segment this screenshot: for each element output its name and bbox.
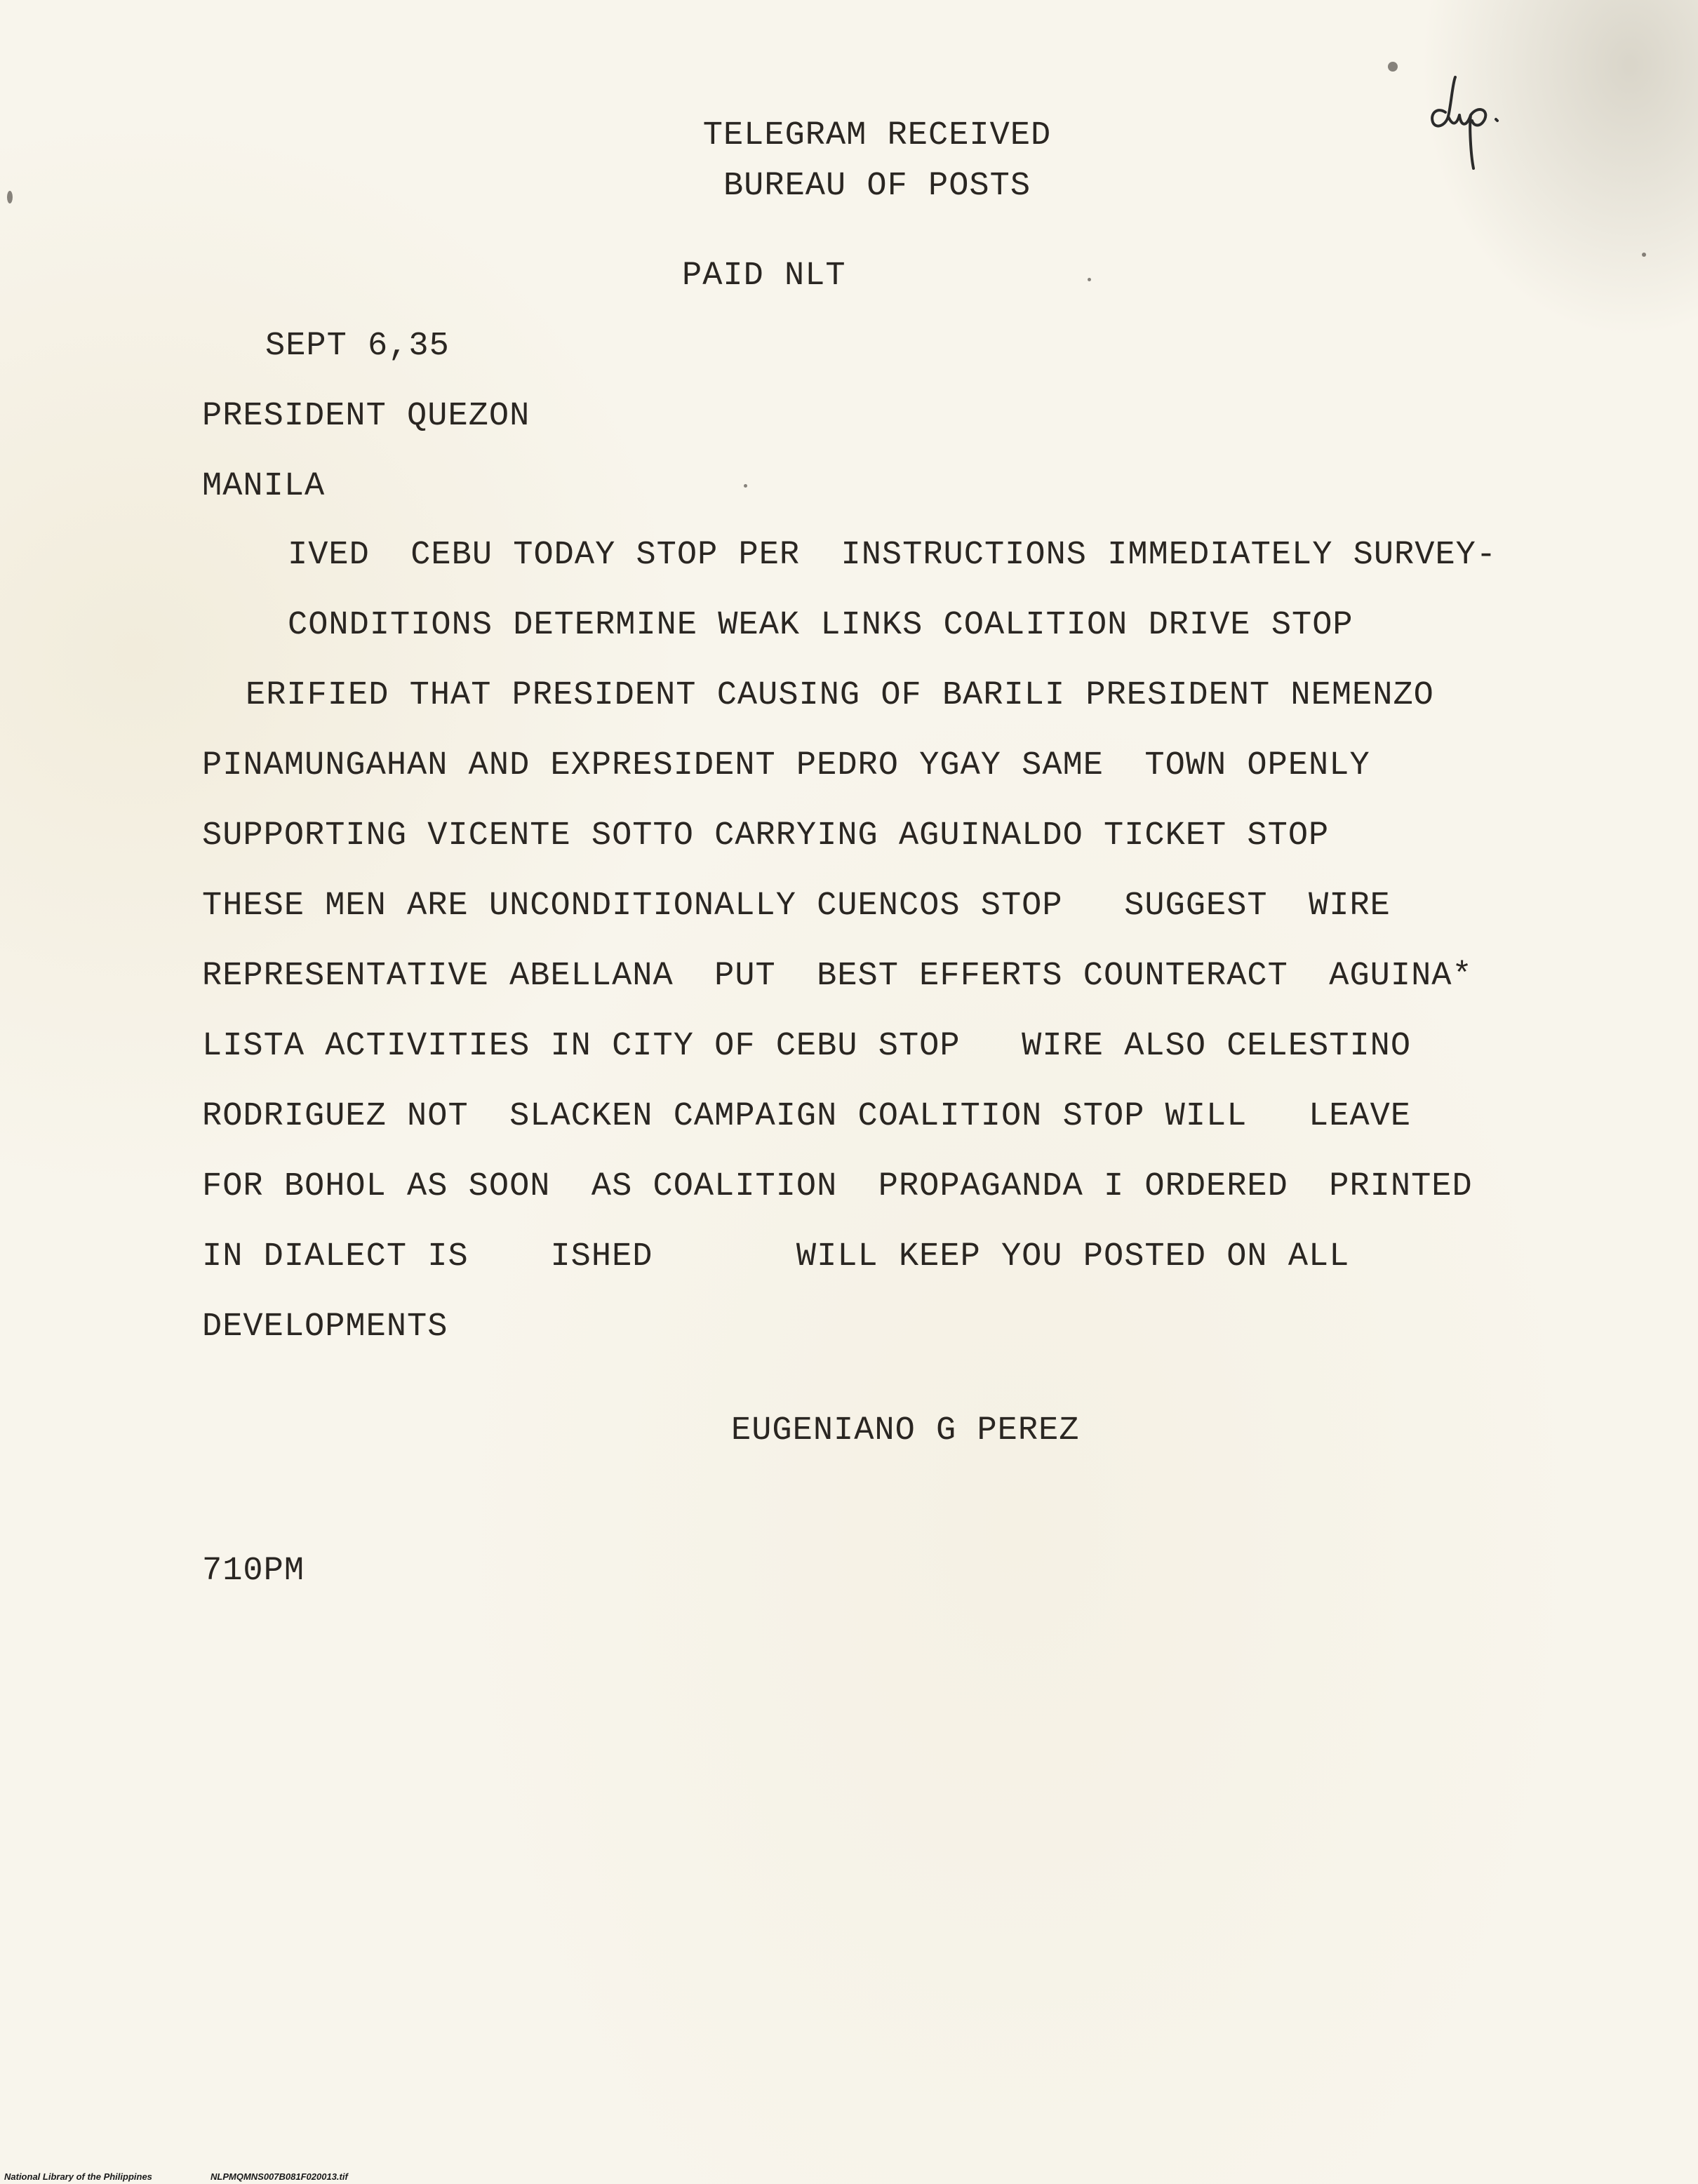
- paper-speck: [1388, 62, 1398, 72]
- body-line: PINAMUNGAHAN AND EXPRESIDENT PEDRO YGAY SAME TOWN OPENLY: [202, 747, 1370, 784]
- paper-speck: [744, 484, 747, 488]
- paper-speck: [1642, 253, 1646, 257]
- file-id: NLPMQMNS007B081F020013.tif: [210, 2171, 348, 2182]
- body-line: REPRESENTATIVE ABELLANA PUT BEST EFFERTS COUNTERACT AGUINA*: [202, 958, 1473, 995]
- time-received: 710PM: [202, 1553, 305, 1590]
- signature: EUGENIANO G PEREZ: [731, 1412, 1080, 1449]
- body-line: THESE MEN ARE UNCONDITIONALLY CUENCOS STOP SUGGEST WIRE: [202, 887, 1391, 925]
- header-paid: PAID NLT: [682, 257, 846, 295]
- header-bureau: BUREAU OF POSTS: [723, 168, 1031, 205]
- body-line: SUPPORTING VICENTE SOTTO CARRYING AGUINALDO TICKET STOP: [202, 817, 1330, 855]
- body-line: LISTA ACTIVITIES IN CITY OF CEBU STOP WIRE ALSO CELESTINO: [202, 1028, 1412, 1065]
- body-line: CONDITIONS DETERMINE WEAK LINKS COALITION DRIVE STOP: [288, 607, 1353, 644]
- body-line: RODRIGUEZ NOT SLACKEN CAMPAIGN COALITION STOP WILL LEAVE: [202, 1098, 1412, 1135]
- date-line: SEPT 6,35: [265, 328, 450, 365]
- body-line: ERIFIED THAT PRESIDENT CAUSING OF BARILI PRESIDENT NEMENZO: [246, 677, 1434, 714]
- handwritten-note: [1424, 70, 1530, 175]
- library-credit: National Library of the Philippines: [4, 2171, 152, 2182]
- body-line: IVED CEBU TODAY STOP PER INSTRUCTIONS IMMEDIATELY SURVEY-: [288, 537, 1497, 574]
- addressee-city: MANILA: [202, 468, 326, 505]
- paper-speck: [1088, 278, 1091, 281]
- body-line: FOR BOHOL AS SOON AS COALITION PROPAGANDA I ORDERED PRINTED: [202, 1168, 1473, 1205]
- paper-speck: [7, 191, 13, 203]
- header-title: TELEGRAM RECEIVED: [702, 117, 1052, 154]
- body-line: IN DIALECT IS ISHED WILL KEEP YOU POSTED ON ALL: [202, 1238, 1350, 1275]
- addressee-name: PRESIDENT QUEZON: [202, 398, 530, 435]
- body-line: DEVELOPMENTS: [202, 1308, 448, 1346]
